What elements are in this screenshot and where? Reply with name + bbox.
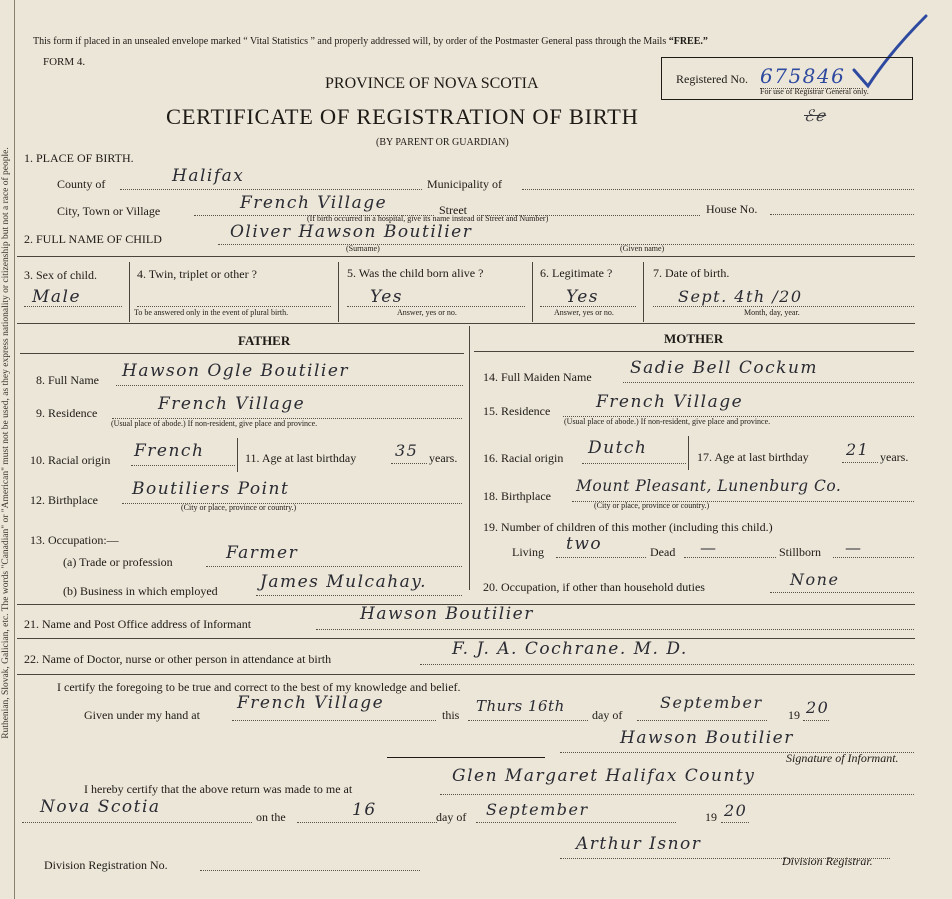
living-line [556,557,646,558]
city-value: French Village [240,193,388,213]
mother-children-label: 19. Number of children of this mother (including this child.) [483,520,773,534]
row-divider-4 [643,262,644,322]
registrar-note: For use of Registrar General only. [760,87,869,96]
row-bottom-line [17,323,915,324]
legitimate-note: Answer, yes or no. [554,308,614,317]
month-value-2: September [486,800,589,819]
father-occupation-label: 13. Occupation:— [30,533,119,547]
day-of-label-2: day of [436,810,467,824]
father-residence-label: 9. Residence [36,406,98,420]
alive-label: 5. Was the child born alive ? [347,266,484,280]
province-heading: PROVINCE OF NOVA SCOTIA [325,75,539,92]
dead-value: — [700,538,718,557]
informant-signature: Hawson Boutilier [620,728,794,748]
informant-label: 21. Name and Post Office address of Informant [24,617,252,631]
date-of-birth-label: 7. Date of birth. [653,266,730,280]
this-day-value: Thurs 16th [476,697,565,715]
county-line [120,189,422,190]
hospital-note: (If birth occurred in a hospital, give its name instead of Street and Number) [307,214,549,223]
father-name-line [116,385,463,386]
doctor-line [420,664,914,665]
this-day-line [468,720,588,721]
father-age-divider [237,438,238,472]
city-label: City, Town or Village [57,204,161,218]
registered-box [661,57,913,100]
father-residence-value: French Village [158,394,306,414]
mother-birthplace-label: 18. Birthplace [483,489,551,503]
living-value: two [566,534,603,554]
dead-label: Dead [650,545,676,559]
father-business-label: (b) Business in which employed [63,584,218,598]
mother-heading-line [474,351,914,352]
father-heading: FATHER [238,333,291,348]
row-divider-3 [532,262,533,322]
father-birthplace-value: Boutiliers Point [132,479,290,499]
father-business-value: James Mulcahay. [260,572,428,592]
sex-line [24,306,122,307]
father-trade-line [206,566,462,567]
day-of-label: day of [592,708,623,722]
year-line-2 [721,822,749,823]
house-no-label: House No. [706,202,758,216]
twin-note: To be answered only in the event of plural birth. [134,308,289,317]
page-title: CERTIFICATE OF REGISTRATION OF BIRTH [166,104,639,129]
year-line [803,720,829,721]
child-name-line [218,244,914,245]
month-line-2 [476,822,676,823]
legitimate-label: 6. Legitimate ? [540,266,613,280]
informant-line [316,629,914,630]
place-of-birth-label: 1. PLACE OF BIRTH. [24,151,134,165]
year-prefix: 19 [788,708,800,722]
mother-age-value: 21 [846,440,870,459]
mother-residence-label: 15. Residence [483,404,551,418]
year-suffix: 20 [806,698,830,717]
hereby-place-line-2 [22,822,252,823]
month-value: September [660,693,763,712]
hereby-place-line [440,794,914,795]
father-trade-value: Farmer [226,543,299,563]
signature-of-informant-label: Signature of Informant. [786,751,899,765]
certify-separator [387,757,545,758]
doctor-label: 22. Name of Doctor, nurse or other person in attendance at birth [24,652,332,666]
mother-occupation-line [770,592,914,593]
child-name-label: 2. FULL NAME OF CHILD [24,232,162,246]
given-place-value: French Village [237,693,385,713]
registrar-signature: Arthur Isnor [576,834,702,854]
month-line [637,720,767,721]
title-scribble: ℰℯ [804,106,827,125]
county-value: Halifax [172,166,245,186]
father-name-value: Hawson Ogle Boutilier [122,361,350,381]
surname-note: (Surname) [346,244,380,253]
father-racial-line [131,465,235,466]
hereby-place-value-2: Nova Scotia [40,797,161,817]
alive-note: Answer, yes or no. [397,308,457,317]
given-place-line [232,720,436,721]
living-label: Living [512,545,544,559]
twin-label: 4. Twin, triplet or other ? [137,267,257,281]
column-divider [469,326,470,590]
given-name-note: (Given name) [620,244,665,253]
mother-heading: MOTHER [664,331,724,346]
sex-value: Male [32,287,82,307]
informant-value: Hawson Boutilier [360,604,534,624]
this-label: this [442,708,460,722]
mother-name-label: 14. Full Maiden Name [483,370,592,384]
stillborn-label: Stillborn [779,545,822,559]
mother-age-divider [688,436,689,470]
doctor-bottom-line [17,674,915,675]
father-name-label: 8. Full Name [36,373,99,387]
row-top-line [17,256,915,257]
on-the-label: on the [256,810,286,824]
division-registrar-label: Division Registrar. [782,854,873,868]
house-no-line [770,214,914,215]
street-label: Street [439,203,467,217]
alive-line [347,306,525,307]
sex-label: 3. Sex of child. [24,268,97,282]
mother-racial-value: Dutch [588,438,648,458]
father-racial-value: French [134,441,205,461]
father-business-line [256,595,462,596]
row-divider-1 [129,262,130,322]
child-name-value: Oliver Hawson Boutilier [230,222,473,242]
year-suffix-2: 20 [724,801,748,820]
stillborn-line [833,557,914,558]
mother-name-value: Sadie Bell Cockum [630,358,819,378]
row-divider-2 [338,262,339,322]
side-note: Ruthenian, Slovak, Galician, etc. The words "Canadian" or "American" must not be used, as they express nationality or citizenship but not a race of people. [1,147,11,739]
mother-age-label: 17. Age at last birthday [697,450,809,464]
father-abode-note: (Usual place of abode.) If non-resident, give place and province. [111,419,318,428]
year-prefix-2: 19 [705,810,717,824]
mother-racial-line [582,463,686,464]
father-racial-label: 10. Racial origin [30,453,111,467]
father-age-value: 35 [395,441,419,460]
doctor-value: F. J. A. Cochrane. M. D. [452,639,688,659]
county-label: County of [57,177,106,191]
side-border [14,0,15,899]
mother-abode-note: (Usual place of abode.) If non-resident, give place and province. [564,417,771,426]
registered-number: 675846 [760,64,846,88]
given-under-label: Given under my hand at [84,708,200,722]
mother-racial-label: 16. Racial origin [483,451,564,465]
registered-label: Registered No. [676,72,748,86]
father-trade-label: (a) Trade or profession [63,555,173,569]
twin-line [137,306,331,307]
father-birthplace-note: (City or place, province or country.) [181,503,297,512]
mother-name-line [623,382,914,383]
on-the-value: 16 [352,800,377,820]
on-the-line [297,822,437,823]
dead-line [684,557,776,558]
certify-statement: I certify the foregoing to be true and correct to the best of my knowledge and belief. [57,680,461,694]
date-line [653,306,914,307]
mother-years-label: years. [880,450,909,464]
hereby-label: I hereby certify that the above return was made to me at [84,782,353,796]
mother-residence-value: French Village [596,392,744,412]
mail-note: This form if placed in an unsealed envelope marked “ Vital Statistics ” and properly addressed will, by order of the Postmaster General pass through the Mails “FREE.” [33,36,708,47]
division-registration-no-label: Division Registration No. [44,858,168,872]
alive-value: Yes [370,287,404,307]
form-number: FORM 4. [43,56,86,68]
father-birthplace-label: 12. Birthplace [30,493,98,507]
father-age-line [391,463,427,464]
date-of-birth-value: Sept. 4th /20 [678,287,803,306]
page-subtitle: (BY PARENT OR GUARDIAN) [376,137,509,148]
hereby-place-value: Glen Margaret Halifax County [452,766,756,786]
mother-occupation-label: 20. Occupation, if other than household duties [483,580,705,594]
mother-age-line [842,462,878,463]
father-years-label: years. [429,451,458,465]
mother-occupation-value: None [790,570,840,589]
legitimate-line [540,306,636,307]
municipality-label: Municipality of [427,177,502,191]
date-note: Month, day, year. [744,308,800,317]
stillborn-value: — [845,538,863,557]
municipality-line [522,189,914,190]
legitimate-value: Yes [566,287,600,307]
father-heading-line [20,353,464,354]
division-registration-no-line [200,870,420,871]
father-age-label: 11. Age at last birthday [245,451,357,465]
mother-birthplace-note: (City or place, province or country.) [594,501,710,510]
mother-birthplace-value: Mount Pleasant, Lunenburg Co. [576,477,842,495]
